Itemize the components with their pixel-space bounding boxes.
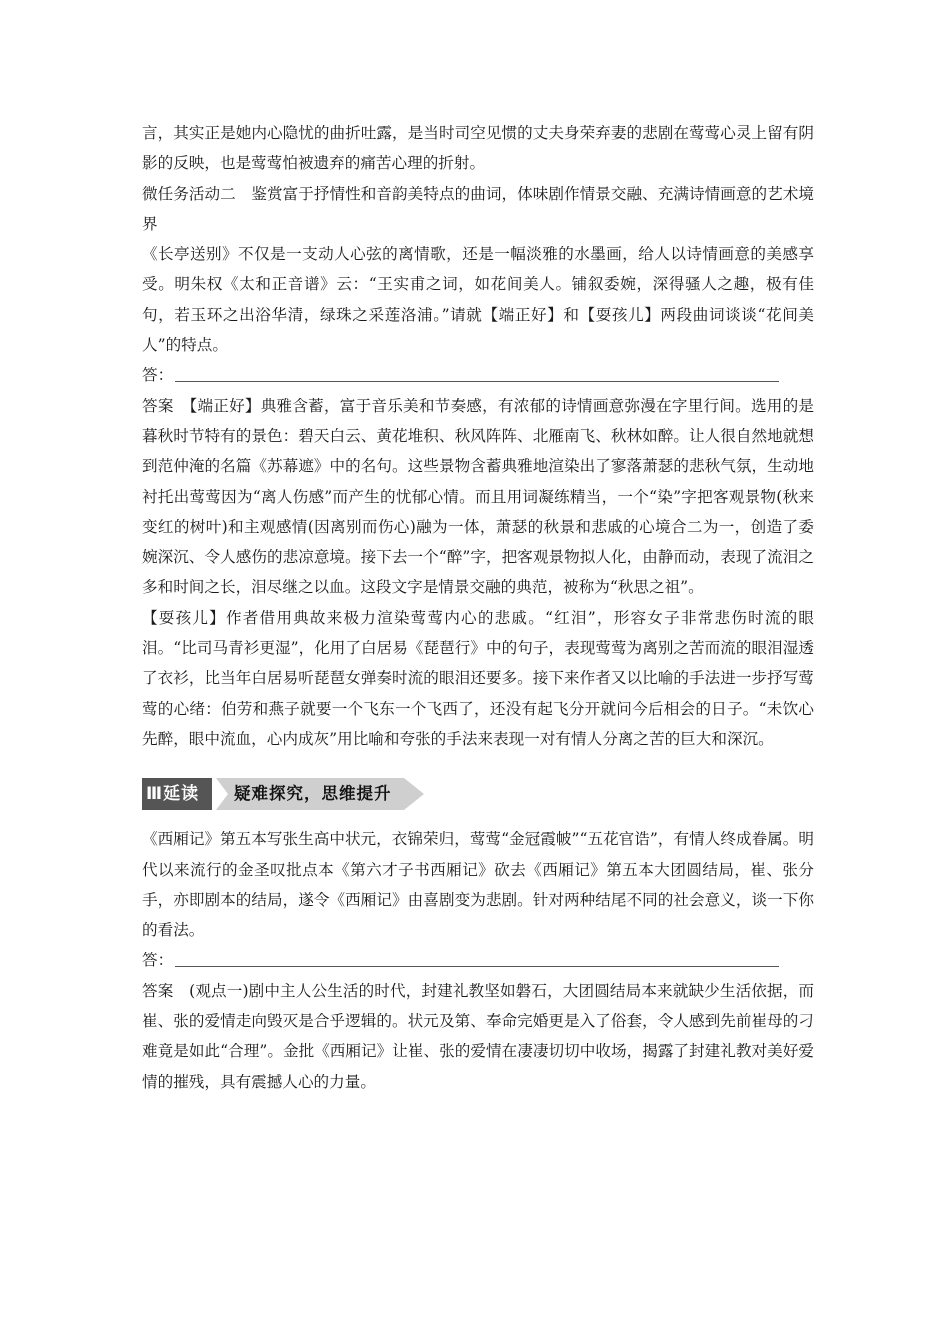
section-tag: Ⅲ延读 <box>146 784 200 805</box>
task-heading: 微任务活动二 鉴赏富于抒情性和音韵美特点的曲词，体味剧作情景交融、充满诗情画意的艺术境界 <box>142 184 814 233</box>
answer-line-2[interactable] <box>142 945 814 975</box>
answer-paragraph: 【耍孩儿】作者借用典故来极力渲染莺莺内心的悲戚。“红泪”，形容女子非常悲伤时流的眼泪。“比司马青衫更湿”，化用了白居易《琵琶行》中的句子，表现莺莺为离别之苦而流的眼泪湿透了衣衫，比当年白居易听琵琶女弹奏时流的眼泪还要多。接下来作者又以比喻的手法进一步抒写莺莺的心绪：伯劳和燕子就要一个飞东一个飞西了，还没有起飞分开就问今后相会的日子。“未饮心先醉，眼中流血，心内成灰”用比喻和夸张的手法来表现一对有情人分离之苦的巨大和深沉。 <box>142 608 814 748</box>
answer-rule <box>175 966 779 967</box>
paragraph-continuation: 言，其实正是她内心隐忧的曲折吐露，是当时司空见惯的丈夫身荣弃妻的悲剧在莺莺心灵上留有阴影的反映，也是莺莺怕被遗弃的痛苦心理的折射。 <box>142 124 814 173</box>
answer-label: 答： <box>142 951 174 970</box>
question-paragraph-2: 《西厢记》第五本写张生高中状元，衣锦荣归，莺莺“金冠霞帔”“五花官诰”，有情人终成眷属。明代以来流行的金圣叹批点本《第六才子书西厢记》砍去《西厢记》第五本大团圆结局，崔、张分手，亦即剧本的结局，遂令《西厢记》由喜剧变为悲剧。针对两种结尾不同的社会意义，谈一下你的看法。 <box>142 830 814 940</box>
section-title: 疑难探究，思维提升 <box>234 784 392 804</box>
answer-paragraph-2: 答案 (观点一)剧中主人公生活的时代，封建礼教坚如磐石，大团圆结局本来就缺少生活依据，而崔、张的爱情走向毁灭是合乎逻辑的。状元及第、奉命完婚更是入了俗套，令人感到先前崔母的刁难竟是如此“合理”。金批《西厢记》让崔、张的爱情在凄凄切切中收场，揭露了封建礼教对美好爱情的摧残，具有震撼人心的力量。 <box>142 981 814 1091</box>
document-page <box>142 118 814 1097</box>
answer-line-1[interactable] <box>142 360 814 390</box>
section-banner <box>142 774 814 814</box>
answer-rule <box>175 381 779 382</box>
answer-paragraph: 答案 【端正好】典雅含蓄，富于音乐美和节奏感，有浓郁的诗情画意弥漫在字里行间。选用的是暮秋时节特有的景色：碧天白云、黄花堆积、秋风阵阵、北雁南飞、秋林如醉。让人很自然地就想到范仲淹的名篇《苏幕遮》中的名句。这些景物含蓄典雅地渲染出了寥落萧瑟的悲秋气氛，生动地衬托出莺莺因为“离人伤感”而产生的忧郁心情。而且用词凝练精当，一个“染”字把客观景物(秋来变红的树叶)和主观感情(因离别而伤心)融为一体，萧瑟的秋景和悲戚的心境合二为一，创造了委婉深沉、令人感伤的悲凉意境。接下去一个“醉”字，把客观景物拟人化，由静而动，表现了流泪之多和时间之长，泪尽继之以血。这段文字是情景交融的典范，被称为“秋思之祖”。 <box>142 396 814 597</box>
answer-label: 答： <box>142 366 174 385</box>
question-paragraph: 《长亭送别》不仅是一支动人心弦的离情歌，还是一幅淡雅的水墨画，给人以诗情画意的美感享受。明朱权《太和正音谱》云：“王实甫之词，如花间美人。铺叙委婉，深得骚人之趣，极有佳句，若玉环之出浴华清，绿珠之采莲洛浦。”请就【端正好】和【耍孩儿】两段曲词谈谈“花间美人”的特点。 <box>142 245 814 355</box>
